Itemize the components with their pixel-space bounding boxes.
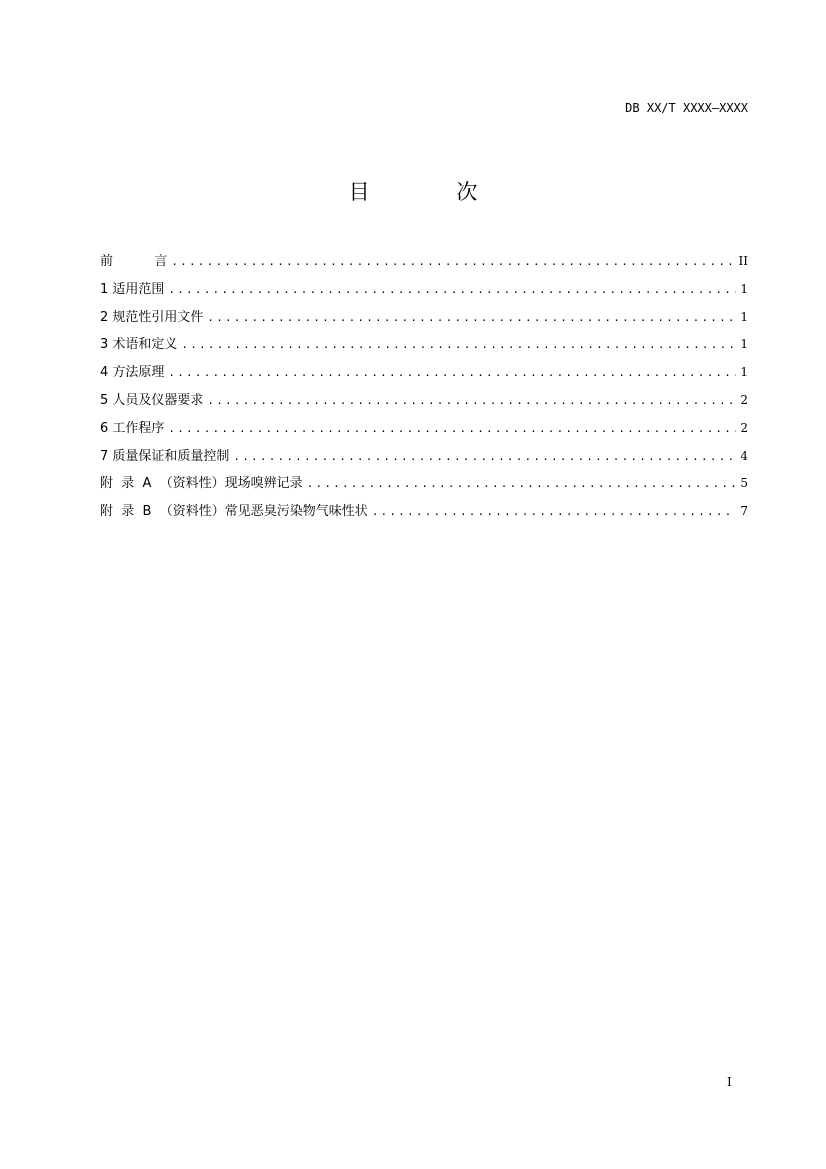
table-of-contents: [100, 250, 748, 528]
toc-entry-terms-definitions[interactable]: [100, 333, 748, 361]
toc-entry-label: 附 录 A （资料性）现场嗅辨记录: [100, 476, 303, 492]
toc-entry-page: 2: [740, 392, 748, 407]
page-title: 目 次: [348, 180, 518, 204]
toc-entry-page: 7: [740, 504, 748, 519]
toc-entry-label: 6 工作程序: [100, 420, 165, 436]
toc-leader-dots: [168, 279, 736, 301]
toc-leader-dots: [181, 334, 736, 356]
toc-leader-dots: [168, 362, 736, 384]
toc-entry-page: II: [738, 254, 748, 268]
toc-entry-method-principle[interactable]: [100, 361, 748, 389]
document-code: DB XX/T XXXX—XXXX: [625, 101, 748, 115]
toc-entry-page: 5: [740, 476, 748, 491]
toc-leader-dots: [171, 251, 734, 273]
toc-entry-label: 4 方法原理: [100, 365, 165, 381]
toc-entry-page: 1: [740, 337, 748, 352]
toc-entry-page: 1: [740, 365, 748, 380]
toc-leader-dots: [233, 446, 736, 468]
toc-entry-label: 1 适用范围: [100, 281, 165, 297]
toc-entry-scope[interactable]: [100, 278, 748, 306]
toc-entry-page: 4: [740, 448, 748, 463]
toc-entry-normative-references[interactable]: [100, 306, 748, 334]
toc-entry-label: 7 质量保证和质量控制: [100, 448, 230, 464]
toc-entry-label: 3 术语和定义: [100, 337, 178, 353]
toc-entry-preface[interactable]: [100, 250, 748, 278]
toc-entry-label: 前 言: [100, 254, 168, 269]
toc-entry-label: 2 规范性引用文件: [100, 309, 204, 325]
toc-entry-label: 5 人员及仪器要求: [100, 392, 204, 408]
toc-entry-page: 1: [740, 281, 748, 296]
toc-entry-label: 附 录 B （资料性）常见恶臭污染物气味性状: [100, 504, 368, 520]
toc-entry-appendix-a[interactable]: [100, 472, 748, 500]
toc-leader-dots: [207, 307, 736, 329]
toc-leader-dots: [207, 390, 736, 412]
page-number: I: [727, 1075, 732, 1089]
toc-entry-work-procedure[interactable]: [100, 417, 748, 445]
toc-entry-personnel-instruments[interactable]: [100, 389, 748, 417]
toc-entry-page: 2: [740, 420, 748, 435]
toc-entry-page: 1: [740, 309, 748, 324]
toc-entry-quality-control[interactable]: [100, 445, 748, 473]
toc-leader-dots: [168, 418, 736, 440]
toc-entry-appendix-b[interactable]: [100, 500, 748, 528]
toc-leader-dots: [307, 473, 737, 495]
toc-leader-dots: [372, 501, 737, 523]
